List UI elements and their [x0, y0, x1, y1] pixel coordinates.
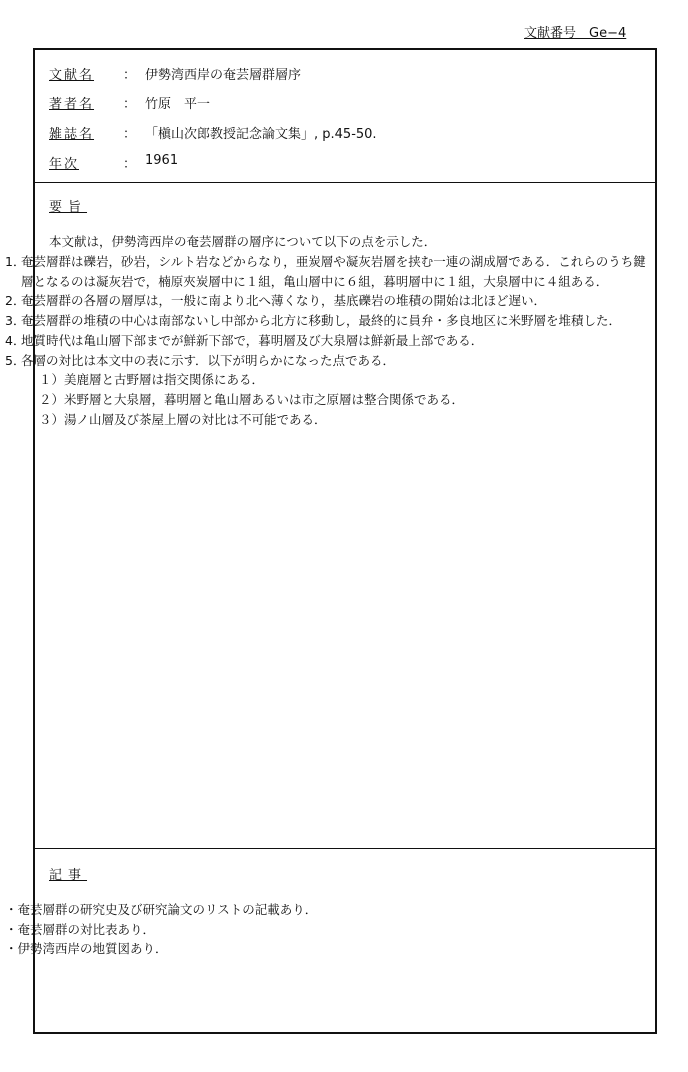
summary-section [5, 184, 655, 849]
summary-items [5, 252, 655, 429]
summary-subitem-1: １）美鹿層と古野層は指交関係にある． [39, 372, 265, 388]
summary-heading: 要旨 [49, 200, 88, 215]
notes-section [5, 850, 655, 1034]
title-separator: ： [123, 68, 137, 83]
item-text: 奄芸層群は礫岩，砂岩，シルト岩などからなり，亜炭層や凝灰岩層を挟む一連の湖成層である．これらのうち鍵層となるのは凝灰岩で，楠原夾炭層中に１組，亀山層中に６組，暮明層中に１組，大泉層中に４組ある． [21, 254, 646, 289]
title-value: 伊勢湾西岸の奄芸層群層序 [145, 68, 302, 83]
bibliographic-info [35, 50, 655, 183]
note-item: ・奄芸層群の対比表あり． [5, 921, 156, 937]
journal-separator: ： [123, 127, 137, 142]
notes-list [5, 900, 317, 959]
note-item: ・伊勢湾西岸の地質図あり． [5, 941, 168, 957]
year-value: 1961 [145, 153, 179, 168]
summary-item-2 [5, 291, 655, 311]
item-text: 奄芸層群の各層の層厚は，一般に南より北へ薄くなり，基底礫岩の堆積の開始は北ほど遅い． [21, 293, 547, 309]
summary-item-1 [5, 252, 655, 291]
summary-item-3 [5, 311, 655, 331]
year-separator: ： [123, 157, 137, 172]
author-separator: ： [123, 97, 137, 112]
item-number: 5． [5, 352, 26, 368]
summary-item-5 [5, 351, 655, 371]
year-label: 年次 [49, 157, 80, 172]
journal-value: 「槇山次郎教授記念論文集」, p.45-50. [145, 127, 377, 142]
note-item: ・奄芸層群の研究史及び研究論文のリストの記載あり． [5, 902, 318, 917]
summary-intro: 本文献は，伊勢湾西岸の奄芸層群の層序について以下の点を示した． [49, 234, 437, 249]
item-text: 地質時代は亀山層下部までが鮮新下部で，暮明層及び大泉層は鮮新最上部である． [21, 332, 484, 348]
document-number: 文献番号 Ge−4 [524, 26, 627, 41]
document-frame [5, 48, 657, 1034]
notes-heading: 記事 [49, 868, 88, 883]
summary-item-4 [5, 331, 655, 351]
summary-subitem-3: ３）湯ノ山層及び茶屋上層の対比は不可能である． [39, 411, 327, 427]
author-value: 竹原 平一 [145, 97, 211, 112]
item-number: 3． [5, 313, 26, 329]
author-label: 著者名 [49, 97, 95, 112]
item-number: 2． [5, 293, 26, 309]
item-text: 奄芸層群の堆積の中心は南部ないし中部から北方に移動し，最終的に員弁・多良地区に米野層を堆積した． [21, 313, 622, 329]
title-label: 文献名 [49, 68, 95, 83]
journal-label: 雑誌名 [49, 127, 95, 142]
item-number: 4． [5, 332, 26, 348]
item-text: 各層の対比は本文中の表に示す．以下が明らかになった点である． [21, 352, 396, 368]
item-number: 1． [5, 254, 26, 269]
summary-subitem-2: ２）米野層と大泉層，暮明層と亀山層あるいは市之原層は整合関係である． [39, 391, 465, 407]
